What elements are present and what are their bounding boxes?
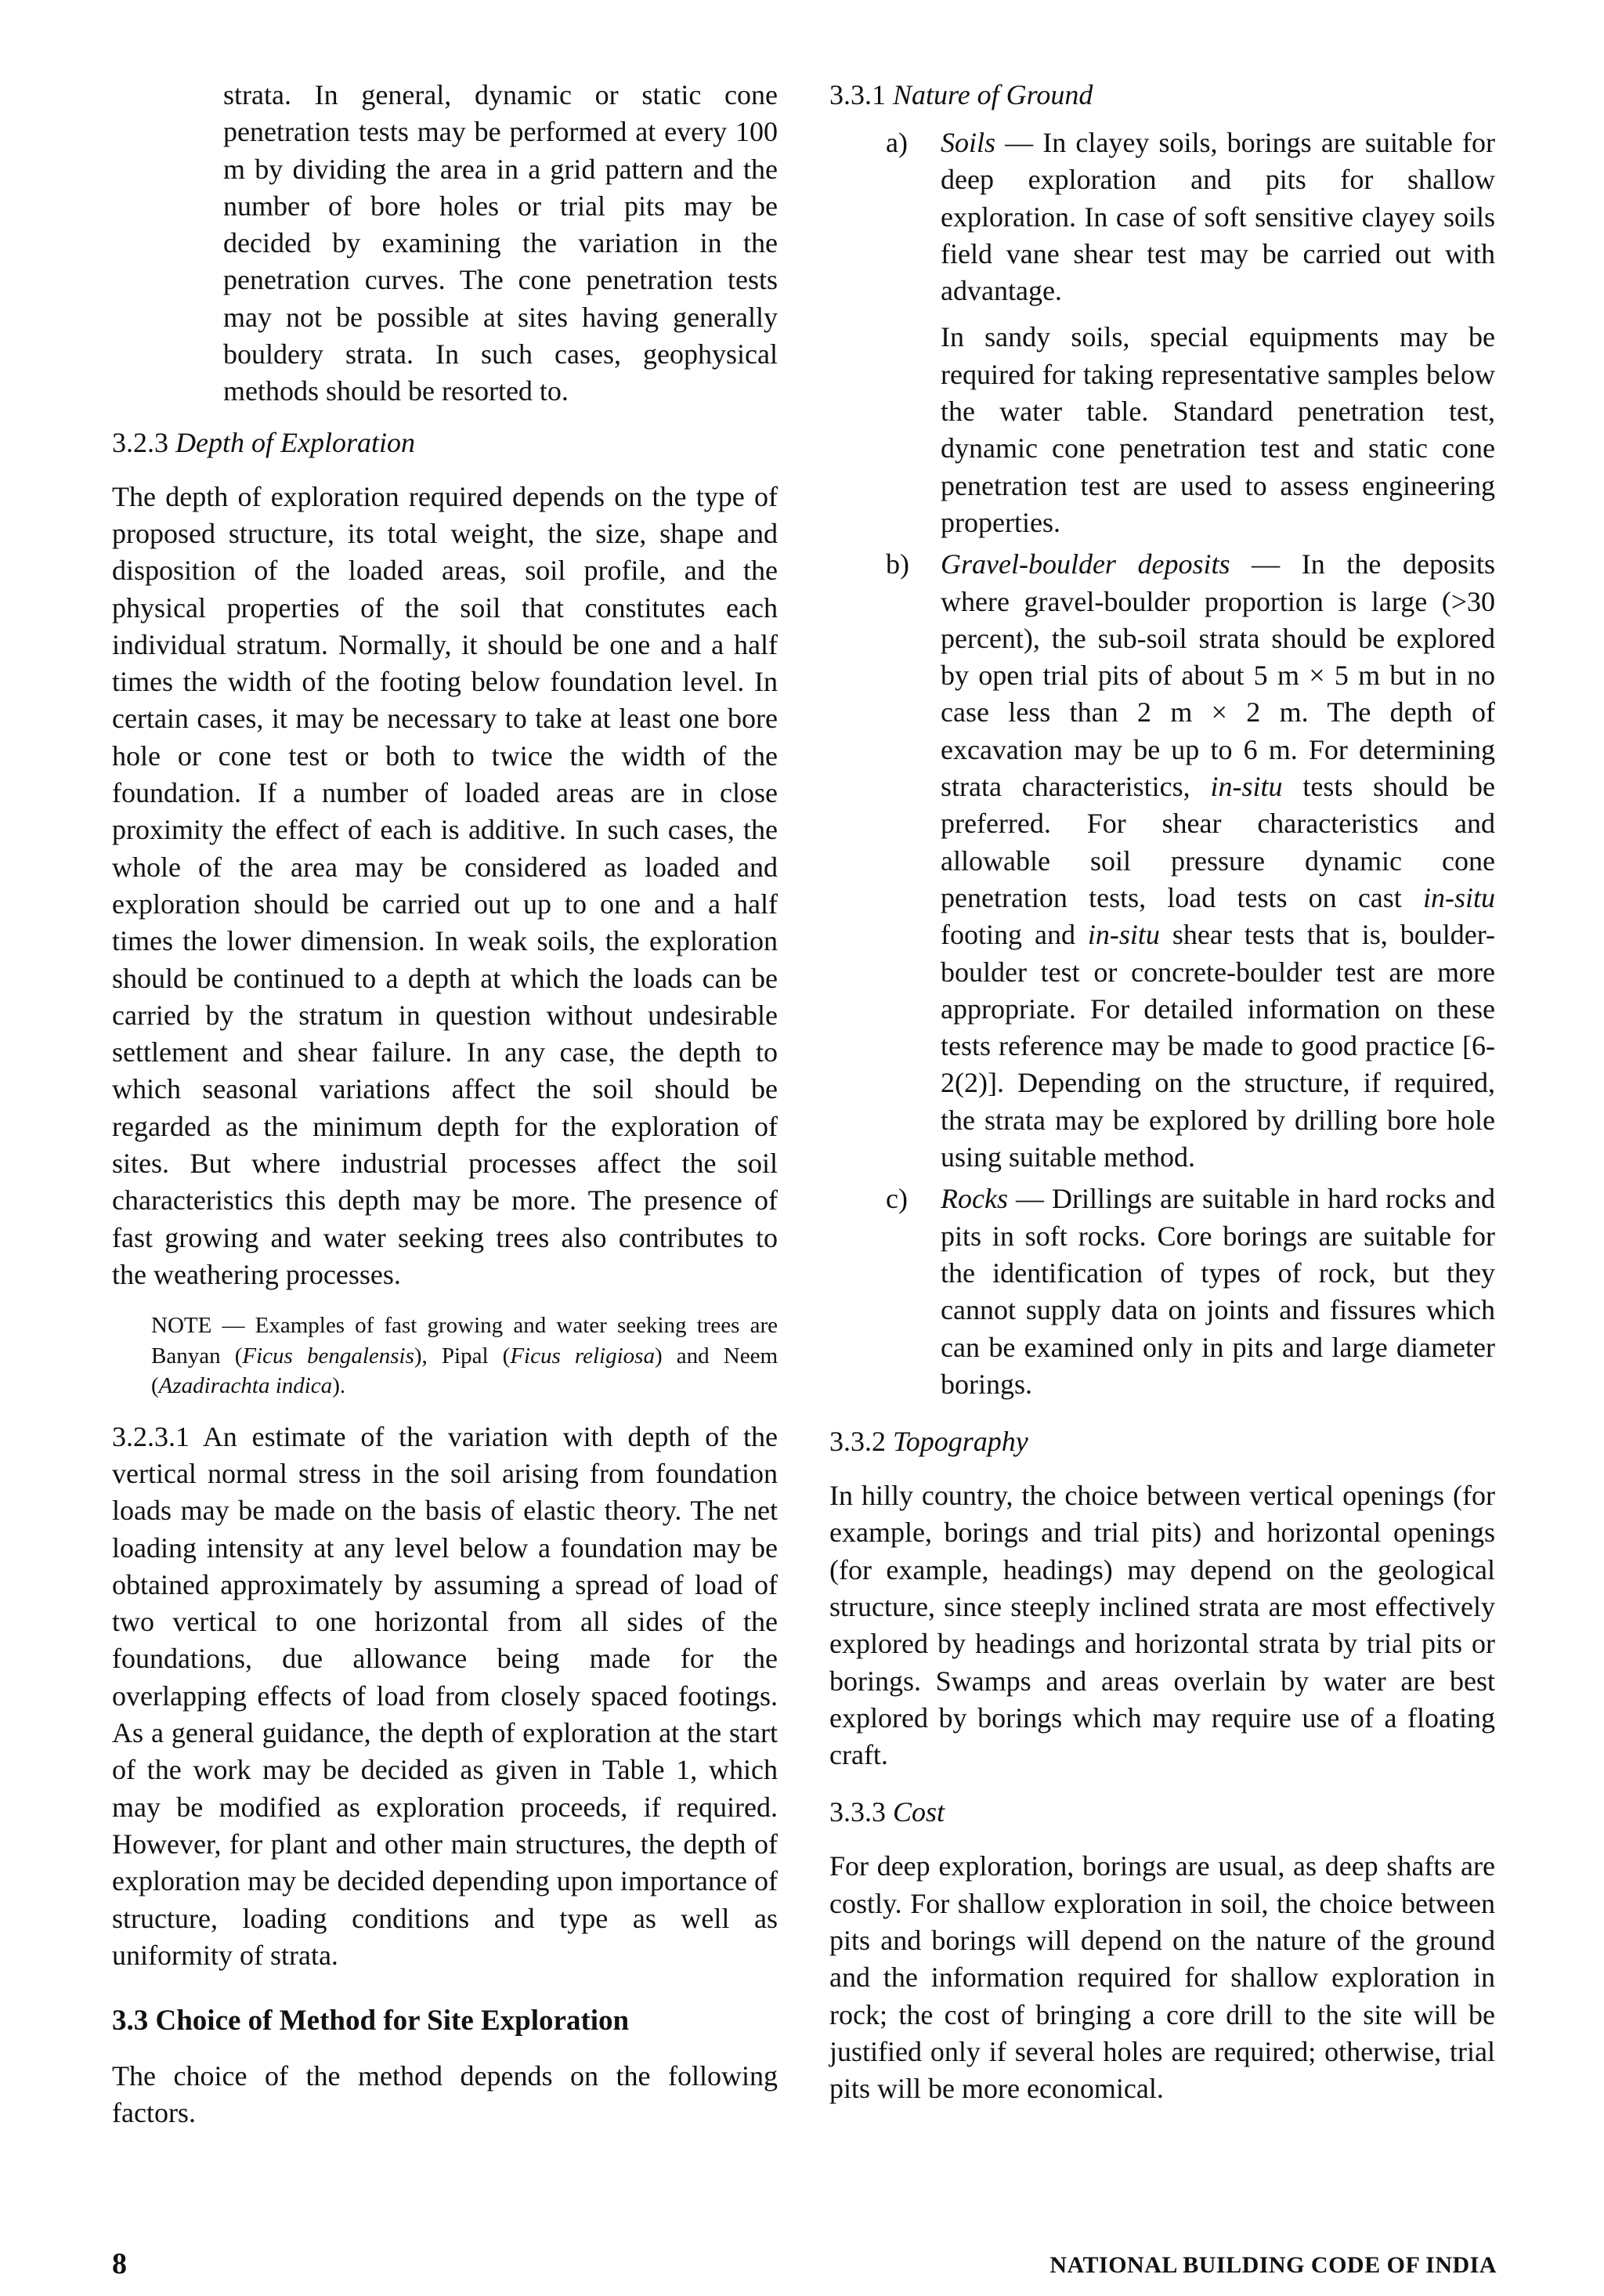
section-number: 3.2.3 bbox=[112, 426, 168, 458]
note-species-banyan: Ficus bengalensis bbox=[242, 1343, 414, 1369]
note-paragraph: NOTE — Examples of fast growing and water seeking trees are Banyan (Ficus bengalensis), Pipal (Ficus religiosa) and Neem (Azadirachta indica). bbox=[151, 1313, 778, 1399]
section-3-2-3-1-paragraph: 3.2.3.1 An estimate of the variation with depth of the vertical normal stress in the soil arising from foundation loads may be made on the basis of elastic theory. The net loading intensity at any level below a foundation may be obtained approximately by assuming a spread of load of two vertical to one horizontal from all sides of the foundations, due allowance being made for the overlapping effects of load from closely spaced footings. As a general guidance, the depth of exploration at the start of the work may be decided as given in Table 1, which may be modified as exploration proceeds, if required. However, for plant and other main structures, the depth of exploration may be decided depending upon importance of structure, loading conditions and type as well as uniformity of strata. bbox=[112, 1420, 778, 1971]
section-title: Topography bbox=[893, 1426, 1028, 1458]
list-item-soils: a) Soils — In clayey soils, borings are suitable for deep exploration and pits for shallow exploration. In case of soft sensitive clayey soils field vane shear test may be carried out with advantage. In sandy soils, special equipments may be required for taking representative samples below the water table. Standard penetration test, dynamic cone penetration test and static cone penetration test are used to assess engineering properties. bbox=[829, 125, 1495, 541]
list-marker: b) bbox=[886, 548, 909, 580]
list-item-heading: Rocks bbox=[941, 1183, 1008, 1215]
section-3-2-3-heading bbox=[112, 425, 778, 461]
list-item-rocks: c) Rocks — Drillings are suitable in hard rocks and pits in soft rocks. Core borings are suitable for the identification of types of rock, but they cannot supply data on joints and fissures which can be examined only in pits and large diameter borings. bbox=[829, 1181, 1495, 1403]
section-number: 3.2.3.1 bbox=[112, 1420, 190, 1452]
section-3-3-body: The choice of the method depends on the following factors. bbox=[112, 2060, 778, 2129]
note-species-pipal: Ficus religiosa bbox=[510, 1343, 655, 1369]
section-3-3-heading: 3.3 Choice of Method for Site Exploration bbox=[112, 2005, 630, 2037]
section-3-3-3-body: For deep exploration, borings are usual, as deep shafts are costly. For shallow exploration in soil, the choice between pits and borings will depend on the nature of the ground and the information required for shallow exploration in rock; the cost of bringing a core drill to the site will be justified only if several holes are required; otherwise, trial pits will be more economical. bbox=[829, 1850, 1495, 2105]
list-marker: c) bbox=[886, 1183, 908, 1215]
page-number: 8 bbox=[112, 2247, 127, 2280]
section-title: Depth of Exploration bbox=[175, 426, 415, 458]
section-title: Nature of Ground bbox=[893, 79, 1093, 110]
running-footer-title: NATIONAL BUILDING CODE OF INDIA bbox=[1049, 2252, 1497, 2278]
list-item-gravel-boulder: b) Gravel-boulder deposits — In the deposits where gravel-boulder proportion is large (>30 percent), the sub-soil strata should be explored by open trial pits of about 5 m × 5 m but in no case less than 2 m × 2 m. The depth of excavation may be up to 6 m. For determining strata characteristics, in-situ tests should be preferred. For shear characteristics and allowable soil pressure dynamic cone penetration tests, load tests on cast in-situ footing and in-situ shear tests that is, boulder-boulder test or concrete-boulder test are more appropriate. For detailed information on these tests reference may be made to good practice [6-2(2)]. Depending on the structure, if required, the strata may be explored by drilling bore hole using suitable method. bbox=[829, 546, 1495, 1176]
section-title: Cost bbox=[893, 1796, 945, 1828]
left-column bbox=[112, 77, 778, 2132]
section-3-3-2-body: In hilly country, the choice between vertical openings (for example, borings and trial pits) and horizontal openings (for example, headings) may depend on the geological structure, since steeply inclined strata are most effectively explored by headings and horizontal strata by trial pits or borings. Swamps and areas overlain by water are best explored by borings which may require use of a floating craft. bbox=[829, 1480, 1495, 1771]
list-item-paragraph: In sandy soils, special equipments may be required for taking representative samples below the water table. Standard penetration test, dynamic cone penetration test and static cone penetration test are used to assess engineering properties. bbox=[941, 321, 1495, 538]
section-3-3-1-heading bbox=[829, 77, 1495, 114]
section-3-3-2-heading bbox=[829, 1423, 1495, 1460]
section-number: 3.3.3 bbox=[829, 1796, 886, 1828]
intro-paragraph: strata. In general, dynamic or static cone penetration tests may be performed at every 100 m by dividing the area in a grid pattern and the number of bore holes or trial pits may be decided by examining the variation in the penetration curves. The cone penetration tests may not be possible at sites having generally bouldery strata. In such cases, geophysical methods should be resorted to. bbox=[223, 79, 778, 407]
list-marker: a) bbox=[886, 127, 908, 158]
section-3-3-3-heading bbox=[829, 1794, 1495, 1831]
list-item-heading: Gravel-boulder deposits bbox=[941, 548, 1230, 580]
section-3-2-3-body: The depth of exploration required depends on the type of proposed structure, its total weight, the size, shape and disposition of the loaded areas, soil profile, and the physical properties of the soil that constitutes each individual stratum. Normally, it should be one and a half times the width of the footing below foundation level. In certain cases, it may be necessary to take at least one bore hole or cone test or both to twice the width of the foundation. If a number of loaded areas are in close proximity the effect of each is additive. In such cases, the whole of the area may be considered as loaded and exploration should be carried out up to one and a half times the lower dimension. In weak soils, the exploration should be continued to a depth at which the loads can be carried by the stratum in question without undesirable settlement and shear failure. In any case, the depth to which seasonal variations affect the soil should be regarded as the minimum depth for the exploration of sites. But where industrial processes affect the soil characteristics this depth may be more. The presence of fast growing and water seeking trees also contributes to the weathering processes. bbox=[112, 480, 778, 1290]
right-column bbox=[829, 77, 1495, 2108]
note-species-neem: Azadirachta indica bbox=[158, 1373, 333, 1399]
section-number: 3.3.2 bbox=[829, 1426, 886, 1458]
list-item-heading: Soils bbox=[941, 127, 996, 158]
section-number: 3.3.1 bbox=[829, 79, 886, 110]
